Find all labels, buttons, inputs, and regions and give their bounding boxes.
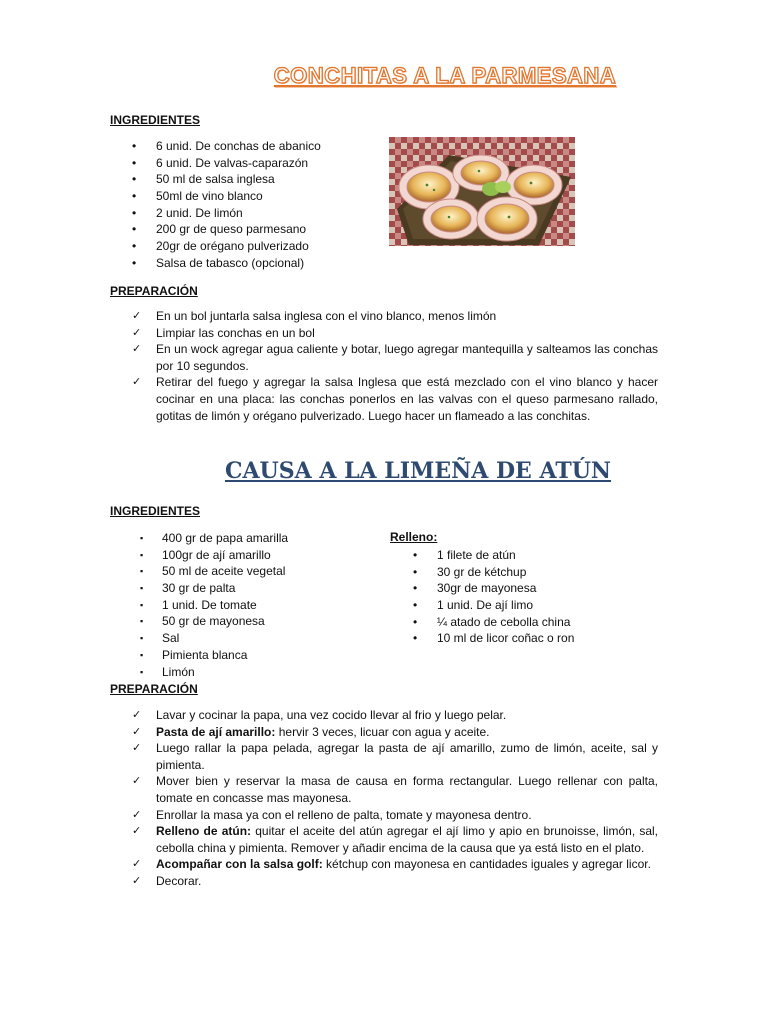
bullet-icon: ▪ xyxy=(140,616,144,627)
ingredient-item-text: Pimienta blanca xyxy=(162,647,248,662)
bullet-icon: • xyxy=(132,205,137,220)
ingredient-item-text: 50 gr de mayonesa xyxy=(162,614,265,629)
step-text: Limpiar las conchas en un bol xyxy=(156,325,315,340)
filling-item-text: 30gr de mayonesa xyxy=(437,581,537,596)
bullet-icon: ▪ xyxy=(140,583,144,594)
ingredient-item-text: Limón xyxy=(162,664,195,679)
filling-item xyxy=(413,630,657,647)
step-item xyxy=(132,707,658,724)
checkmark-icon: ✓ xyxy=(132,724,142,738)
step-item xyxy=(132,823,658,856)
step-lead: Relleno de atún: xyxy=(156,824,252,839)
bullet-icon: • xyxy=(413,631,418,646)
filling-item xyxy=(413,614,657,631)
ingredient-item-text: Sal xyxy=(162,631,180,646)
filling-item-text: 10 ml de licor coñac o ron xyxy=(437,631,575,646)
ingredient-item xyxy=(140,613,372,630)
ingredient-item-text: 1 unid. De tomate xyxy=(162,597,257,612)
ingredient-item-text: 50 ml de salsa inglesa xyxy=(156,172,275,187)
bullet-icon: ▪ xyxy=(140,599,144,610)
bullet-icon: ▪ xyxy=(140,549,144,560)
step-item xyxy=(132,807,658,824)
checkmark-icon: ✓ xyxy=(132,708,142,721)
ingredient-item-text: 400 gr de papa amarilla xyxy=(162,531,289,545)
step-item xyxy=(132,341,658,374)
ingredient-item xyxy=(132,221,376,238)
ingredient-item xyxy=(132,155,376,172)
recipe2-preparation-heading: PREPARACIÓN xyxy=(110,682,198,696)
ingredient-item xyxy=(140,630,372,647)
filling-list xyxy=(413,547,657,647)
step-item xyxy=(132,374,658,424)
bullet-icon: • xyxy=(132,155,137,170)
ingredient-item-text: Salsa de tabasco (opcional) xyxy=(156,255,305,270)
step-text: quitar el aceite del atún agregar el ají limo y apio en brunoisse, limón, sal, cebolla china y pimienta. Remover y añadir encima de la causa que ya está listo en el plato. xyxy=(156,824,659,855)
bullet-icon: ▪ xyxy=(140,666,144,677)
step-lead: Pasta de ají amarillo: xyxy=(156,724,276,739)
bullet-icon: • xyxy=(132,189,137,204)
bullet-icon: ▪ xyxy=(140,649,144,660)
ingredient-item xyxy=(140,530,372,547)
ingredient-item-text: 100gr de ají amarillo xyxy=(162,547,271,562)
recipe1-ingredients-heading: INGREDIENTES xyxy=(110,113,201,127)
recipe2-ingredients-heading: INGREDIENTES xyxy=(110,504,201,518)
ingredient-item-text: 50 ml de aceite vegetal xyxy=(162,564,286,579)
bullet-icon: ▪ xyxy=(140,566,144,577)
checkmark-icon: ✓ xyxy=(132,325,142,339)
bullet-icon: • xyxy=(132,222,137,237)
step-item xyxy=(132,325,658,342)
ingredient-item xyxy=(140,597,372,614)
ingredient-item xyxy=(132,188,376,205)
step-text: En un bol juntarla salsa inglesa con el vino blanco, menos limón xyxy=(156,309,497,323)
step-text: Luego rallar la papa pelada, agregar la pasta de ají amarillo, zumo de limón, aceite, sal y pimienta. xyxy=(156,741,658,772)
ingredient-item xyxy=(132,138,376,155)
bullet-icon: ▪ xyxy=(140,633,144,644)
ingredient-item xyxy=(140,647,372,664)
step-text: Mover bien y reservar la masa de causa en forma rectangular. Luego rellenar con palta, tomate en concasse mas mayonesa. xyxy=(156,774,658,805)
checkmark-icon: ✓ xyxy=(132,873,142,887)
filling-item-text: 30 gr de kétchup xyxy=(437,564,527,579)
ingredient-item xyxy=(132,238,376,255)
filling-item-text: 1 unid. De ají limo xyxy=(437,598,534,613)
checkmark-icon: ✓ xyxy=(132,824,142,838)
ingredient-item-text: 6 unid. De conchas de abanico xyxy=(156,139,321,153)
step-item xyxy=(132,308,658,325)
filling-item xyxy=(413,597,657,614)
step-text: hervir 3 veces, licuar con agua y aceite. xyxy=(275,724,490,739)
step-item xyxy=(132,740,658,773)
checkmark-icon: ✓ xyxy=(132,857,142,871)
ingredient-item xyxy=(132,171,376,188)
filling-heading: Relleno: xyxy=(390,530,438,544)
bullet-icon: • xyxy=(132,139,137,153)
ingredient-item xyxy=(140,664,372,681)
step-item xyxy=(132,873,658,890)
ingredient-item xyxy=(140,563,372,580)
step-item xyxy=(132,856,658,873)
filling-item-text: ¼ atado de cebolla china xyxy=(437,614,571,629)
recipe1-steps xyxy=(132,308,658,424)
recipe2-title: CAUSA A LA LIMEÑA DE ATÚN xyxy=(224,458,612,484)
filling-item xyxy=(413,547,657,564)
step-text: Enrollar la masa ya con el relleno de palta, tomate y mayonesa dentro. xyxy=(156,807,532,822)
ingredient-item xyxy=(140,547,372,564)
ingredient-item xyxy=(132,255,376,272)
recipe1-ingredient-list xyxy=(132,138,376,272)
recipe2-ingredient-list xyxy=(140,530,372,680)
scallops-photo xyxy=(389,137,575,246)
checkmark-icon: ✓ xyxy=(132,309,142,322)
filling-item-text: 1 filete de atún xyxy=(437,548,516,562)
ingredient-item-text: 200 gr de queso parmesano xyxy=(156,222,307,237)
step-text: kétchup con mayonesa en cantidades iguales y agregar licor. xyxy=(322,857,651,872)
bullet-icon: • xyxy=(413,614,418,629)
checkmark-icon: ✓ xyxy=(132,741,142,755)
checkmark-icon: ✓ xyxy=(132,774,142,788)
bullet-icon: • xyxy=(413,598,418,613)
step-text: En un wock agregar agua caliente y botar, luego agregar mantequilla y salteamos las conchas por 10 segundos. xyxy=(156,342,658,373)
recipe1-title: CONCHITAS A LA PARMESANA xyxy=(273,63,617,88)
checkmark-icon: ✓ xyxy=(132,375,142,389)
recipe2-steps xyxy=(132,707,658,890)
bullet-icon: • xyxy=(413,548,418,562)
ingredient-item-text: 20gr de orégano pulverizado xyxy=(156,239,309,254)
step-text: Lavar y cocinar la papa, una vez cocido llevar al frio y luego pelar. xyxy=(156,708,507,722)
bullet-icon: • xyxy=(132,172,137,187)
step-text: Decorar. xyxy=(156,873,202,888)
filling-item xyxy=(413,580,657,597)
ingredient-item-text: 50ml de vino blanco xyxy=(156,189,263,204)
bullet-icon: • xyxy=(132,239,137,254)
bullet-icon: • xyxy=(132,255,137,270)
bullet-icon: • xyxy=(413,564,418,579)
ingredient-item xyxy=(140,580,372,597)
checkmark-icon: ✓ xyxy=(132,342,142,356)
filling-item xyxy=(413,564,657,581)
checkmark-icon: ✓ xyxy=(132,807,142,821)
recipe1-preparation-heading: PREPARACIÓN xyxy=(110,284,198,298)
bullet-icon: • xyxy=(413,581,418,596)
ingredient-item xyxy=(132,205,376,222)
ingredient-item-text: 30 gr de palta xyxy=(162,581,236,596)
step-lead: Acompañar con la salsa golf: xyxy=(156,857,323,872)
step-item xyxy=(132,724,658,741)
ingredient-item-text: 6 unid. De valvas-caparazón xyxy=(156,155,309,170)
bullet-icon: ▪ xyxy=(140,533,144,543)
step-item xyxy=(132,773,658,806)
step-text: Retirar del fuego y agregar la salsa Inglesa que está mezclado con el vino blanco y hacer cocinar en una placa: las conchas ponerlos en las valvas con el queso parmesano rallado, gotitas de limón y orégano pulverizado. Luego hacer un flameado a las conchitas. xyxy=(156,375,658,423)
ingredient-item-text: 2 unid. De limón xyxy=(156,205,243,220)
